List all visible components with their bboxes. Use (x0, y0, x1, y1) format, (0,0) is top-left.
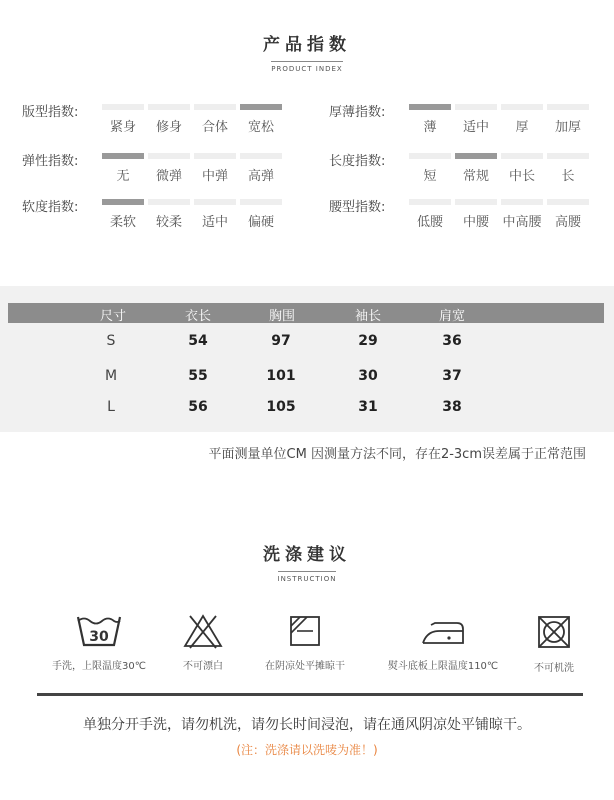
index-label: 软度指数: (22, 200, 79, 215)
index-option: 中长 (508, 169, 535, 184)
care-item-no-bleach (172, 613, 234, 672)
index-option: 厚 (515, 120, 529, 135)
care-subtitle: INSTRUCTION (278, 571, 337, 583)
index-bar (547, 153, 589, 159)
index-option: 中高腰 (502, 215, 542, 230)
index-bar (501, 199, 543, 205)
no-bleach-icon (182, 613, 224, 649)
care-label: 在阴凉处平摊晾干 (265, 661, 345, 672)
index-label: 弹性指数: (22, 154, 79, 169)
index-option: 薄 (423, 120, 437, 135)
size-cell: 29 (358, 333, 378, 349)
size-cell: 30 (358, 368, 378, 384)
size-table-header (8, 303, 604, 323)
index-option: 微弹 (155, 169, 182, 184)
index-bar-selected (102, 153, 144, 159)
index-option: 高弹 (247, 169, 274, 184)
index-bar (547, 104, 589, 110)
index-option: 无 (116, 169, 130, 184)
size-header-size: 尺寸 (99, 309, 126, 324)
index-option: 紧身 (109, 120, 136, 135)
index-option: 中弹 (201, 169, 228, 184)
care-label: 手洗，上限温度30℃ (52, 661, 146, 672)
care-item-iron (376, 613, 510, 672)
index-bar-selected (102, 199, 144, 205)
index-option: 偏硬 (247, 215, 274, 230)
index-label: 长度指数: (329, 154, 386, 169)
size-header-sleeve: 袖长 (354, 309, 381, 324)
care-note: (注：洗涤请以洗唛为准！) (236, 743, 378, 757)
size-cell: 105 (266, 399, 296, 415)
index-option: 短 (423, 169, 437, 184)
index-bar-selected (409, 104, 451, 110)
size-table (0, 286, 614, 432)
index-option: 中腰 (462, 215, 489, 230)
size-cell: 55 (188, 368, 208, 384)
care-divider (37, 693, 583, 696)
index-option: 合体 (201, 120, 228, 135)
product-index-title: 产品指数 (263, 35, 351, 55)
index-bar (240, 153, 282, 159)
size-cell: S (106, 333, 116, 349)
index-bar (409, 199, 451, 205)
product-index-subtitle: PRODUCT INDEX (271, 61, 342, 73)
wash-temp-badge: 30 (89, 629, 109, 645)
index-label: 厚薄指数: (329, 105, 386, 120)
index-label: 腰型指数: (329, 200, 386, 215)
size-cell: 38 (442, 399, 462, 415)
index-option: 常规 (462, 169, 489, 184)
index-option: 宽松 (247, 120, 274, 135)
index-bar (240, 199, 282, 205)
index-option: 长 (561, 169, 575, 184)
index-option: 较柔 (155, 215, 182, 230)
size-cell: 101 (266, 368, 296, 384)
care-item-dry-flat (253, 613, 357, 672)
index-bar (194, 153, 236, 159)
iron-110-icon (419, 613, 467, 649)
size-cell: 37 (442, 368, 462, 384)
hand-wash-30-icon (75, 613, 123, 649)
care-item-hand-wash (38, 613, 160, 672)
care-item-no-machine-wash (526, 613, 582, 674)
size-cell: L (107, 399, 115, 415)
size-cell: 97 (271, 333, 291, 349)
care-label: 不可机洗 (534, 663, 574, 674)
size-cell: 36 (442, 333, 462, 349)
product-index-title-block (0, 30, 614, 75)
care-label: 熨斗底板上限温度110℃ (387, 661, 499, 672)
care-label: 不可漂白 (183, 661, 223, 672)
size-header-shoulder: 肩宽 (438, 309, 465, 324)
index-bar (194, 104, 236, 110)
index-bar (409, 153, 451, 159)
index-bar (194, 199, 236, 205)
index-option: 适中 (462, 120, 489, 135)
index-bar-selected (455, 153, 497, 159)
index-option: 适中 (201, 215, 228, 230)
index-bar (455, 104, 497, 110)
size-cell: 56 (188, 399, 208, 415)
index-bar (501, 104, 543, 110)
size-cell: 31 (358, 399, 378, 415)
care-title-block (0, 540, 614, 585)
size-cell: 54 (188, 333, 208, 349)
index-option: 高腰 (554, 215, 581, 230)
index-bar (148, 153, 190, 159)
index-option: 加厚 (554, 120, 581, 135)
index-option: 柔软 (109, 215, 136, 230)
index-bar (547, 199, 589, 205)
index-bar-selected (240, 104, 282, 110)
index-bar (102, 104, 144, 110)
dry-flat-shade-icon (287, 613, 323, 649)
index-bar (148, 199, 190, 205)
index-option: 低腰 (416, 215, 443, 230)
size-header-length: 衣长 (184, 309, 211, 324)
index-option: 修身 (155, 120, 182, 135)
size-note: 平面测量单位CM 因测量方法不同，存在2-3cm误差属于正常范围 (208, 447, 586, 462)
care-title: 洗涤建议 (263, 545, 351, 565)
care-instructions: 单独分开手洗，请勿机洗，请勿长时间浸泡，请在通风阴凉处平铺晾干。 (83, 717, 531, 733)
index-bar (148, 104, 190, 110)
no-machine-wash-icon (535, 613, 573, 651)
index-bar (455, 199, 497, 205)
index-label: 版型指数: (22, 105, 79, 120)
size-cell: M (104, 368, 118, 384)
index-bar (501, 153, 543, 159)
size-header-bust: 胸围 (268, 309, 295, 324)
